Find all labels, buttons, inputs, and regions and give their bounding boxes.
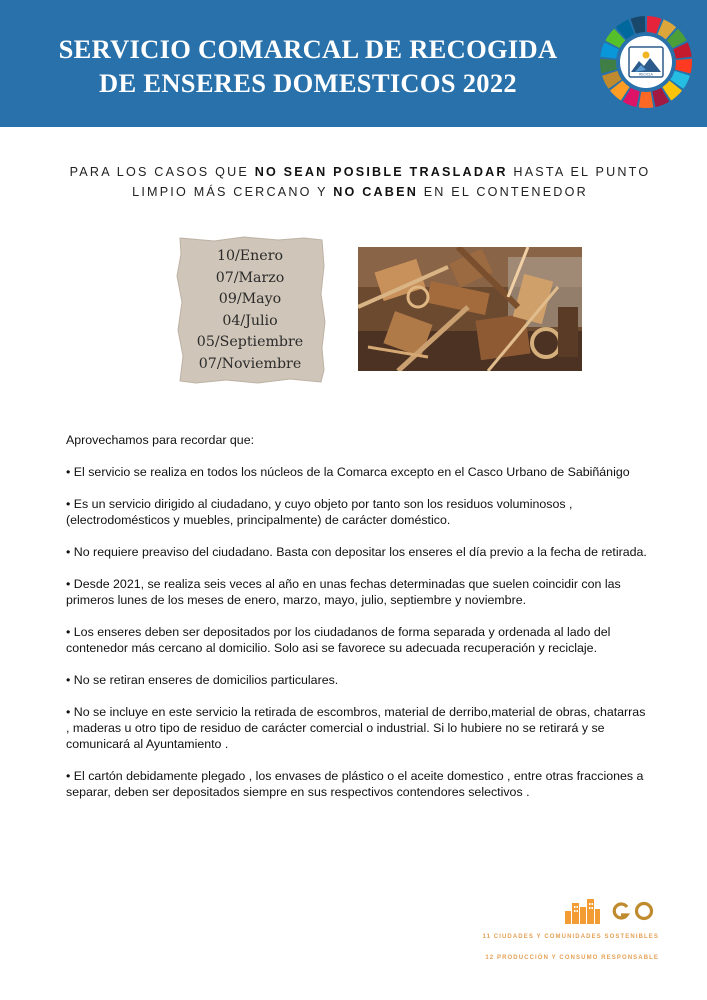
bullet-item: • Desde 2021, se realiza seis veces al año en unas fechas determinadas que suelen coincidir con las primeros lunes de los meses de enero, marzo, mayo, julio, septiembre y noviembre. xyxy=(66,577,621,607)
bullet-item: • Es un servicio dirigido al ciudadano, y cuyo objeto por tanto son los residuos voluminosos , (electrodomésticos y muebles, principalmente) de carácter doméstico. xyxy=(66,497,573,527)
collection-dates xyxy=(174,246,326,375)
sdg-goal-11-label: 11 CIUDADES Y COMUNIDADES SOSTENIBLES xyxy=(482,934,659,940)
furniture-pile-illustration xyxy=(358,247,582,371)
intro-notice xyxy=(60,162,660,202)
date-item: 10/Enero xyxy=(216,248,284,264)
bullet-item: • El cartón debidamente plegado , los envases de plástico o el aceite domestico , entre otras fracciones a separar, deben ser depositados siempre en sus respectivos contendores selectivos . xyxy=(66,769,644,799)
furniture-photo xyxy=(358,247,582,371)
date-item: 07/Noviembre xyxy=(198,355,302,372)
sdg-footer-icons xyxy=(563,897,659,925)
logo-label: RECICLA xyxy=(639,72,653,77)
intro-text-2: HASTA EL PUNTO LIMPIO MÁS CERCANO Y xyxy=(132,165,651,199)
intro-bold-1: NO SEAN POSIBLE TRASLADAR xyxy=(254,165,508,179)
title-line-2: DE ENSERES DOMESTICOS 2022 xyxy=(99,68,517,98)
bullet-item: • No se incluye en este servicio la retirada de escombros, material de derribo,material de obras, chatarras , maderas u otro tipo de residuo de carácter comercial o industrial. Si lo hubiere no se retirará y se comunicará al Ayuntamiento . xyxy=(66,705,646,751)
date-item: 05/Septiembre xyxy=(196,334,304,350)
lead-paragraph: Aprovechamos para recordar que: xyxy=(66,433,255,447)
sdg-wheel-segment xyxy=(600,59,617,74)
sdg-wheel-segment xyxy=(675,59,692,74)
sdg-wheel-segment xyxy=(639,92,654,108)
information-body xyxy=(66,432,651,816)
date-item: 07/Marzo xyxy=(215,269,285,286)
bullet-item: • No requiere preaviso del ciudadano. Basta con depositar los enseres el día previo a la fecha de retirada. xyxy=(66,545,647,559)
bullet-item: • No se retiran enseres de domicilios particulares. xyxy=(66,673,339,687)
bullet-item: • Los enseres deben ser depositados por los ciudadanos de forma separada y ordenada al lado del contenedor más cercano al domicilio. Solo asi se favorece su adecuada recuperación y reciclaje. xyxy=(66,625,611,655)
date-item: 09/Mayo xyxy=(218,291,282,307)
sdg-goal-12-label: 12 PRODUCCIÓN Y CONSUMO RESPONSABLE xyxy=(485,955,659,961)
title-line-1: SERVICIO COMARCAL DE RECOGIDA xyxy=(58,34,558,64)
intro-text-3: EN EL CONTENEDOR xyxy=(418,185,588,199)
sdg-wheel-logo xyxy=(598,14,694,110)
responsible-consumption-icon xyxy=(614,904,651,919)
page-title xyxy=(18,32,598,100)
sustainable-cities-icon xyxy=(565,899,600,924)
bullet-item: • El servicio se realiza en todos los núcleos de la Comarca excepto en el Casco Urbano de Sabiñánigo xyxy=(66,465,630,479)
intro-bold-2: NO CABEN xyxy=(333,185,418,199)
intro-text-1: PARA LOS CASOS QUE xyxy=(69,165,255,179)
date-item: 04/Julio xyxy=(222,312,278,329)
